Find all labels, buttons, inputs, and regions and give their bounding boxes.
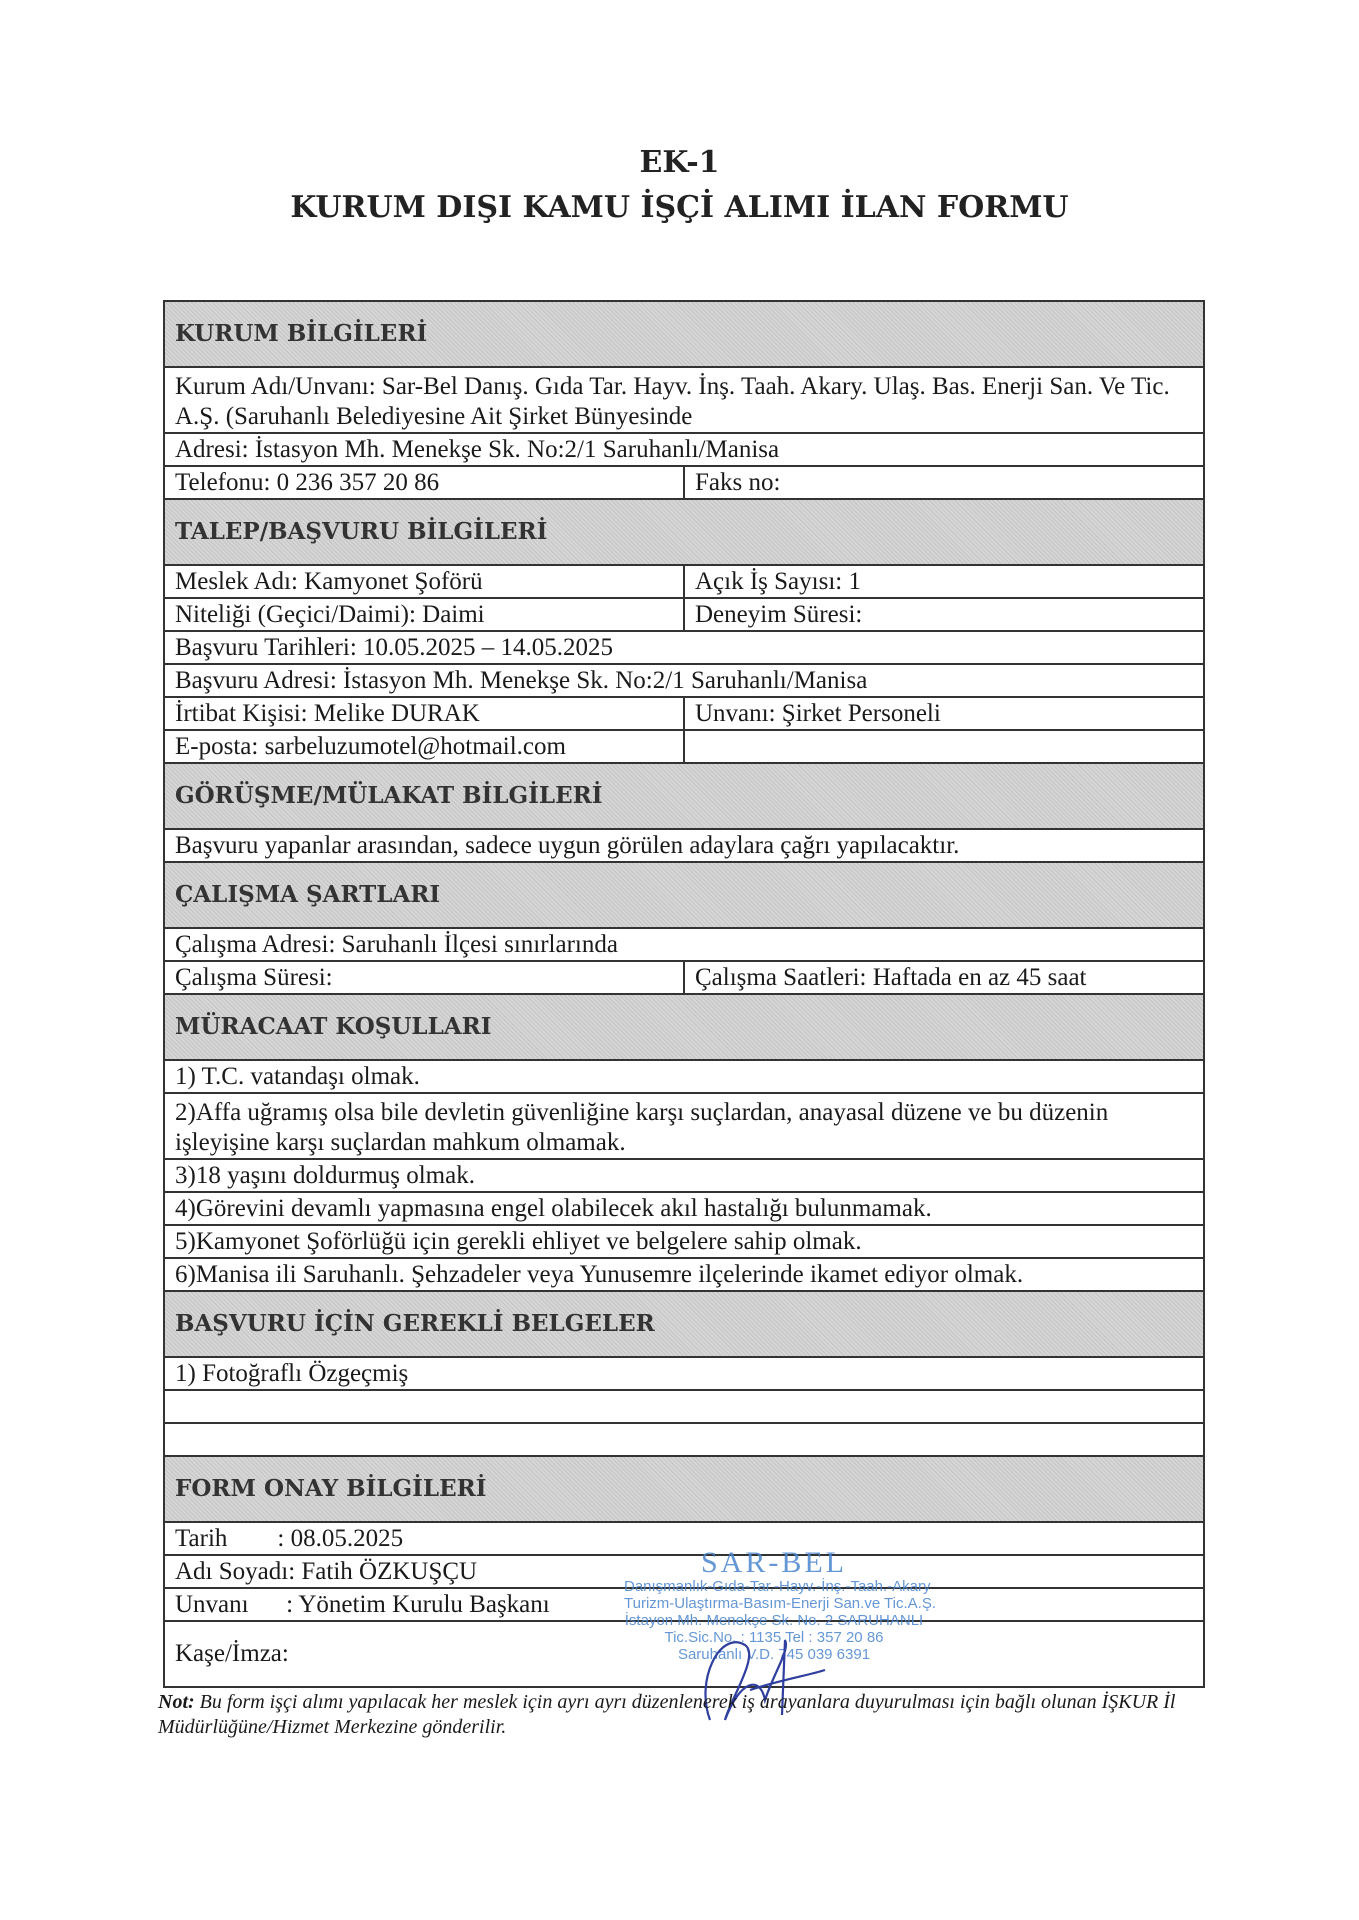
stamp-line: Tic.Sic.No. : 1135 Tel : 357 20 86 <box>664 1629 884 1646</box>
form-note <box>158 1690 1208 1740</box>
approver-title: Unvanı : Yönetim Kurulu Başkanı <box>175 1591 550 1618</box>
form-code: EK-1 <box>639 145 720 180</box>
section-title: ÇALIŞMA ŞARTLARI <box>175 881 441 908</box>
approver-name: Adı Soyadı: Fatih ÖZKUŞÇU <box>175 1558 478 1585</box>
stamp-line: İstayon Mh. Menekşe Sk. No. 2 SARUHANLI <box>624 1612 924 1629</box>
stamp-line: Saruhanlı V.D. 745 039 6391 <box>677 1646 871 1663</box>
interview-info: Başvuru yapanlar arasından, sadece uygun görülen adaylara çağrı yapılacaktır. <box>175 832 960 859</box>
condition-item: 5)Kamyonet Şoförlüğü için gerekli ehliyet ve belgelere sahip olmak. <box>175 1228 862 1255</box>
institution-name: Kurum Adı/Unvanı: Sar-Bel Danış. Gıda Tar. Hayv. İnş. Taah. Akary. Ulaş. Bas. Enerji San. Ve Tic. A.Ş. (Saruhanlı Belediyesine Ait Şirket Bünyesinde <box>175 373 1170 430</box>
form-title: KURUM DIŞI KAMU İŞÇİ ALIMI İLAN FORMU <box>290 190 1069 225</box>
section-title: BAŞVURU İÇİN GEREKLİ BELGELER <box>175 1310 655 1337</box>
section-header-kurum <box>165 302 1203 368</box>
note-label: Not: <box>158 1691 195 1713</box>
seal-signature-label: Kaşe/İmza: <box>175 1640 289 1667</box>
empty-row <box>165 1424 1203 1455</box>
stamp-name: SAR-BEL <box>700 1546 847 1579</box>
condition-item: 6)Manisa ili Saruhanlı. Şehzadeler veya Yunusemre ilçelerinde ikamet ediyor olmak. <box>175 1261 1024 1288</box>
work-address: Çalışma Adresi: Saruhanlı İlçesi sınırlarında <box>175 931 618 958</box>
section-header-talep <box>165 500 1203 566</box>
section-title: FORM ONAY BİLGİLERİ <box>175 1475 487 1502</box>
stamp-line: Danışmanlık-Gıda-Tar.-Hayv.-İnş.-Taah.-Akary <box>624 1578 931 1595</box>
section-header-onay <box>165 1457 1203 1523</box>
document-item: 1) Fotoğraflı Özgeçmiş <box>175 1360 409 1387</box>
work-hours: Çalışma Saatleri: Haftada en az 45 saat <box>695 964 1087 991</box>
work-duration: Çalışma Süresi: <box>165 962 685 993</box>
job-type: Niteliği (Geçici/Daimi): Daimi <box>165 599 685 630</box>
section-title: TALEP/BAŞVURU BİLGİLERİ <box>175 518 548 545</box>
application-form <box>163 300 1205 1688</box>
application-address: Başvuru Adresi: İstasyon Mh. Menekşe Sk. No:2/1 Saruhanlı/Manisa <box>175 667 868 694</box>
institution-phone: Telefonu: 0 236 357 20 86 <box>165 467 685 498</box>
section-title: KURUM BİLGİLERİ <box>175 320 428 347</box>
institution-address: Adresi: İstasyon Mh. Menekşe Sk. No:2/1 Saruhanlı/Manisa <box>175 436 780 463</box>
section-header-belgeler <box>165 1292 1203 1358</box>
contact-title: Unvanı: Şirket Personeli <box>695 700 941 727</box>
application-dates: Başvuru Tarihleri: 10.05.2025 – 14.05.2025 <box>175 634 614 661</box>
section-title: GÖRÜŞME/MÜLAKAT BİLGİLERİ <box>175 782 603 809</box>
openings: Açık İş Sayısı: 1 <box>695 568 861 595</box>
approval-date: Tarih : 08.05.2025 <box>175 1525 404 1552</box>
section-header-calisma <box>165 863 1203 929</box>
note-text: Bu form işçi alımı yapılacak her meslek için ayrı ayrı düzenlenerek iş arayanlara duyurulması için bağlı olunan İŞKUR İl Müdürlüğüne/Hizmet Merkezine gönderilir. <box>158 1691 1176 1738</box>
contact-email: E-posta: sarbeluzumotel@hotmail.com <box>165 731 685 762</box>
condition-item: 2)Affa uğramış olsa bile devletin güvenliğine karşı suçlardan, anayasal düzene ve bu düzenin işleyişine karşı suçlardan mahkum olmamak. <box>175 1099 1109 1156</box>
section-title: MÜRACAAT KOŞULLARI <box>175 1013 492 1040</box>
condition-item: 1) T.C. vatandaşı olmak. <box>175 1063 420 1090</box>
contact-person: İrtibat Kişisi: Melike DURAK <box>165 698 685 729</box>
condition-item: 3)18 yaşını doldurmuş olmak. <box>175 1162 475 1189</box>
institution-fax: Faks no: <box>695 469 781 496</box>
profession: Meslek Adı: Kamyonet Şoförü <box>165 566 685 597</box>
section-header-muracaat <box>165 995 1203 1061</box>
experience: Deneyim Süresi: <box>695 601 863 628</box>
stamp-line: Turizm-Ulaştırma-Basım-Enerji San.ve Tic.A.Ş. <box>624 1595 937 1612</box>
section-header-gorusme <box>165 764 1203 830</box>
empty-row <box>165 1391 1203 1422</box>
empty-cell <box>685 731 1203 762</box>
condition-item: 4)Görevini devamlı yapmasına engel olabilecek akıl hastalığı bulunmamak. <box>175 1195 932 1222</box>
